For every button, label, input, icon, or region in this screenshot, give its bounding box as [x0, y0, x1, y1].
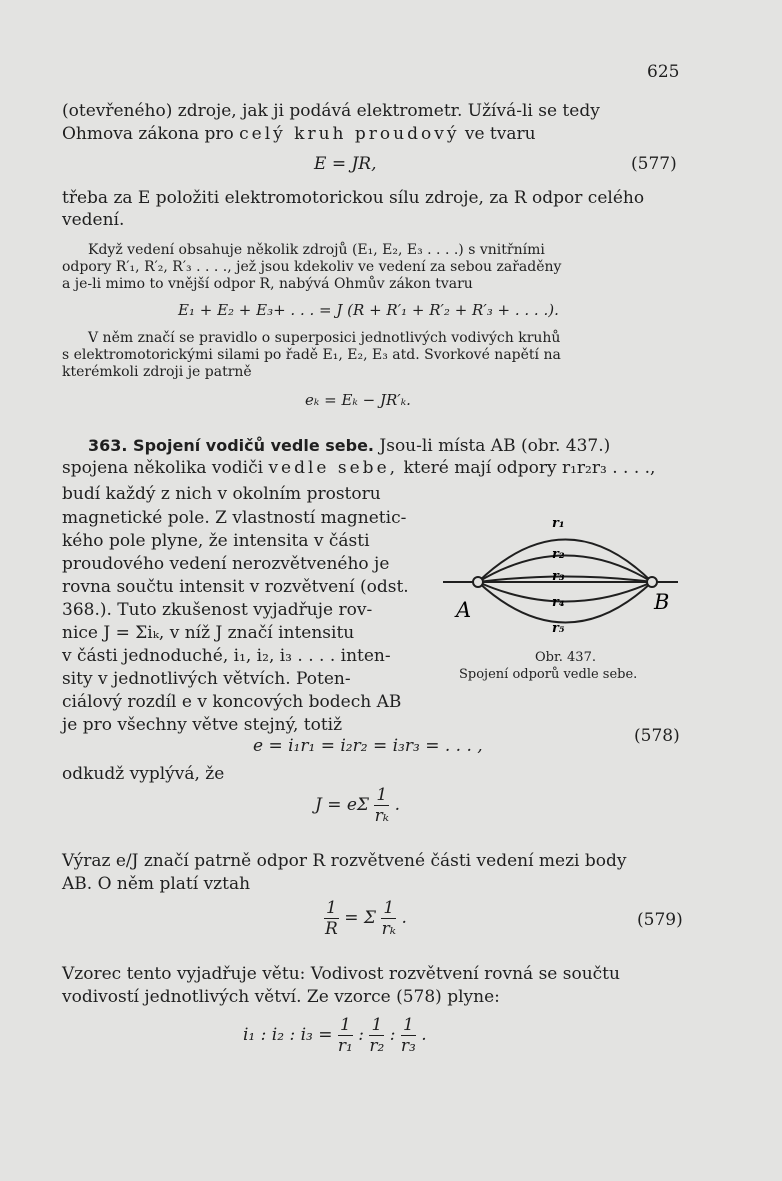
small-text-line: kterémkoli zdroji je patrně	[62, 364, 252, 380]
text-line: třeba za E položiti elektromotorickou sílu zdroje, za R odpor celého	[62, 188, 645, 208]
text-line: spojena několika vodiči vedle sebe, které mají odpory r₁r₂r₃ . . . .,	[62, 458, 656, 478]
spaced-emphasis: celý kruh proudový	[239, 124, 460, 144]
equation-ek: eₖ = Eₖ − JR′ₖ.	[305, 391, 411, 409]
label-r4: r₄	[552, 595, 565, 610]
node-b	[647, 577, 657, 587]
equation-579: $\frac{1}{R}$ = Σ $\frac{1}{\text{rₖ}}$ .	[325, 898, 407, 939]
text-line: magnetické pole. Z vlastností magnetic-	[62, 508, 407, 528]
equation-sum: E₁ + E₂ + E₃+ . . . = J (R + R′₁ + R′₂ + R′₃ + . . . .).	[178, 301, 559, 319]
text-line: je pro všechny větve stejný, totiž	[62, 715, 343, 735]
text-line: Ohmova zákona pro celý kruh proudový ve tvaru	[62, 124, 536, 144]
fraction: $\frac{1}{R}$	[325, 898, 338, 939]
branch-4	[478, 582, 652, 602]
text-line: odkudž vyplývá, že	[62, 764, 225, 784]
small-text-line: odpory R′₁, R′₂, R′₃ . . . ., jež jsou kdekoliv ve vedení za sebou zařaděny	[62, 259, 562, 275]
text-line: ciálový rozdíl e v koncových bodech AB	[62, 692, 402, 712]
text-line: AB. O něm platí vztah	[62, 874, 251, 894]
label-b: B	[654, 590, 670, 614]
fraction: $\frac{1}{\text{rₖ}}$	[374, 785, 389, 826]
text-line: nice J = Σiₖ, v níž J značí intensitu	[62, 623, 355, 643]
text-line: 368.). Tuto zkušenost vyjadřuje rov-	[62, 600, 373, 620]
spaced-emphasis: vedle sebe,	[268, 458, 399, 478]
label-r5: r₅	[552, 621, 565, 636]
text-line: budí každý z nich v okolním prostoru	[62, 484, 381, 504]
text-line: rovna součtu intensit v rozvětvení (odst.	[62, 577, 409, 597]
text-line: kého pole plyne, že intensita v části	[62, 531, 370, 551]
label-r2: r₂	[552, 547, 565, 562]
text-line: Výraz e/J značí patrně odpor R rozvětvené části vedení mezi body	[62, 851, 627, 871]
section-heading-line: 363. Spojení vodičů vedle sebe. Jsou-li místa AB (obr. 437.)	[88, 436, 611, 456]
equation-j: J = eΣ $\frac{1}{\text{rₖ}}$ .	[315, 785, 400, 826]
label-r1: r₁	[552, 516, 565, 531]
node-a	[473, 577, 483, 587]
equation-ratio: i₁ : i₂ : i₃ = $\frac{1}{\text{r₁}}$ : $\frac{1}{\text{r₂}}$ : $\frac{1}{\text{r₃}}$ .	[243, 1015, 427, 1056]
small-text-line: Když vedení obsahuje několik zdrojů (E₁, E₂, E₃ . . . .) s vnitřními	[88, 242, 545, 258]
parallel-resistors-diagram	[440, 505, 690, 645]
equation-577: E = JR,	[314, 154, 377, 174]
fraction: $\frac{1}{\text{r₃}}$	[400, 1015, 416, 1056]
fraction: $\frac{1}{\text{r₂}}$	[369, 1015, 385, 1056]
label-a: A	[456, 598, 472, 622]
text-line: vedení.	[62, 210, 125, 230]
equation-number: (578)	[634, 726, 680, 746]
small-text-line: V něm značí se pravidlo o superposici jednotlivých vodivých kruhů	[88, 330, 561, 346]
page-number: 625	[647, 62, 680, 82]
fraction: $\frac{1}{\text{rₖ}}$	[381, 898, 396, 939]
equation-number: (579)	[637, 910, 683, 930]
figure-caption: Spojení odporů vedle sebe.	[459, 667, 638, 682]
fraction: $\frac{1}{\text{r₁}}$	[337, 1015, 353, 1056]
text-line: (otevřeného) zdroje, jak ji podává elektrometr. Užívá-li se tedy	[62, 101, 600, 121]
text-line: sity v jednotlivých větvích. Poten-	[62, 669, 351, 689]
figure-caption-number: Obr. 437.	[535, 650, 596, 665]
equation-number: (577)	[631, 154, 677, 174]
equation-578: e = i₁r₁ = i₂r₂ = i₃r₃ = . . . ,	[253, 736, 483, 756]
text-line: proudového vedení nerozvětveného je	[62, 554, 390, 574]
text-line: v části jednoduché, i₁, i₂, i₃ . . . . inten-	[62, 646, 391, 666]
text-line: Vzorec tento vyjadřuje větu: Vodivost rozvětvení rovná se součtu	[62, 964, 620, 984]
figure-437	[440, 505, 690, 649]
small-text-line: s elektromotorickými silami po řadě E₁, E₂, E₃ atd. Svorkové napětí na	[62, 347, 561, 363]
small-text-line: a je-li mimo to vnější odpor R, nabývá Ohmův zákon tvaru	[62, 276, 473, 292]
label-r3: r₃	[552, 569, 565, 584]
text-line: vodivostí jednotlivých větví. Ze vzorce (578) plyne:	[62, 987, 500, 1007]
section-heading: 363. Spojení vodičů vedle sebe.	[88, 436, 374, 455]
